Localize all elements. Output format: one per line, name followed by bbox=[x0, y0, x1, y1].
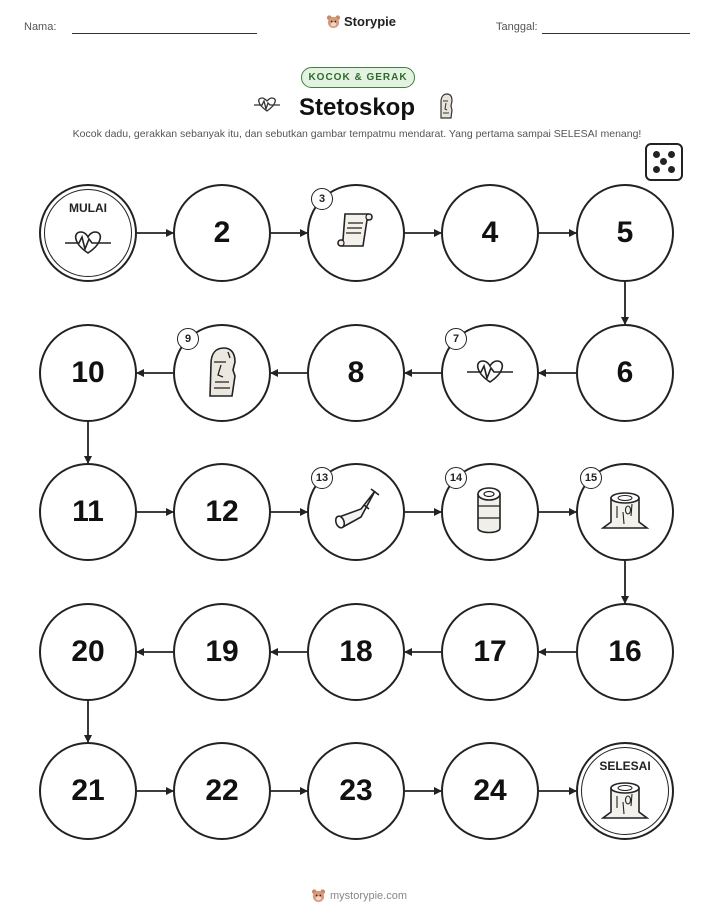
heartbeat-icon bbox=[65, 227, 111, 262]
start-label: MULAI bbox=[69, 201, 107, 215]
board-space-14 bbox=[441, 463, 539, 561]
board-space-20 bbox=[39, 603, 137, 701]
board-space-22 bbox=[173, 742, 271, 840]
space-number: 5 bbox=[616, 216, 634, 249]
name-label: Nama: bbox=[24, 21, 57, 33]
space-number: 10 bbox=[71, 356, 105, 389]
brand-name: Storypie bbox=[344, 14, 397, 29]
space-number: 23 bbox=[339, 774, 373, 807]
moai-statue-icon bbox=[202, 344, 242, 403]
date-label: Tanggal: bbox=[496, 21, 538, 33]
bear-mascot-icon bbox=[311, 888, 326, 903]
board-space-10 bbox=[39, 324, 137, 422]
space-number: 21 bbox=[71, 774, 105, 807]
board-space-19 bbox=[173, 603, 271, 701]
board-space-12 bbox=[173, 463, 271, 561]
board-space-21 bbox=[39, 742, 137, 840]
board-space-5 bbox=[576, 184, 674, 282]
trumpet-icon bbox=[331, 487, 381, 538]
rolled-mat-icon bbox=[470, 484, 510, 541]
space-number: 22 bbox=[205, 774, 239, 807]
start-space bbox=[39, 184, 137, 282]
space-number: 19 bbox=[205, 635, 239, 668]
space-number: 12 bbox=[205, 495, 239, 528]
space-number-badge: 7 bbox=[445, 328, 467, 350]
space-number: 2 bbox=[213, 216, 231, 249]
space-number: 6 bbox=[616, 356, 634, 389]
footer-url: mystorypie.com bbox=[330, 889, 408, 902]
space-number-badge: 3 bbox=[311, 188, 333, 210]
tree-stump-icon bbox=[599, 778, 651, 827]
space-number-badge: 13 bbox=[311, 467, 333, 489]
board-space-7 bbox=[441, 324, 539, 422]
board-space-13 bbox=[307, 463, 405, 561]
scroll-icon bbox=[333, 208, 379, 259]
board-space-15 bbox=[576, 463, 674, 561]
space-number: 4 bbox=[481, 216, 499, 249]
space-number: 18 bbox=[339, 635, 373, 668]
board-space-24 bbox=[441, 742, 539, 840]
board-space-4 bbox=[441, 184, 539, 282]
footer bbox=[311, 888, 407, 903]
heartbeat-icon bbox=[467, 356, 513, 391]
board-space-9 bbox=[173, 324, 271, 422]
space-number: 20 bbox=[71, 635, 105, 668]
board-space-11 bbox=[39, 463, 137, 561]
finish-label: SELESAI bbox=[599, 759, 651, 773]
board-space-23 bbox=[307, 742, 405, 840]
activity-tag: KOCOK & GERAK bbox=[301, 67, 415, 88]
space-number: 8 bbox=[347, 356, 365, 389]
space-number: 16 bbox=[608, 635, 642, 668]
space-number-badge: 15 bbox=[580, 467, 602, 489]
board-space-6 bbox=[576, 324, 674, 422]
board-space-18 bbox=[307, 603, 405, 701]
space-number: 11 bbox=[72, 495, 104, 528]
page-title: Stetoskop bbox=[298, 94, 415, 121]
board-space-8 bbox=[307, 324, 405, 422]
instructions-text: Kocok dadu, gerakkan sebanyak itu, dan sebutkan gambar tempatmu mendarat. Yang pertama sampai SELESAI menang! bbox=[72, 128, 642, 140]
space-number: 24 bbox=[473, 774, 507, 807]
space-number-badge: 14 bbox=[445, 467, 467, 489]
board-space-16 bbox=[576, 603, 674, 701]
finish-space bbox=[576, 742, 674, 840]
board-space-3 bbox=[307, 184, 405, 282]
space-number: 17 bbox=[473, 635, 507, 668]
tree-stump-icon bbox=[599, 488, 651, 537]
board-space-17 bbox=[441, 603, 539, 701]
board-space-2 bbox=[173, 184, 271, 282]
space-number-badge: 9 bbox=[177, 328, 199, 350]
